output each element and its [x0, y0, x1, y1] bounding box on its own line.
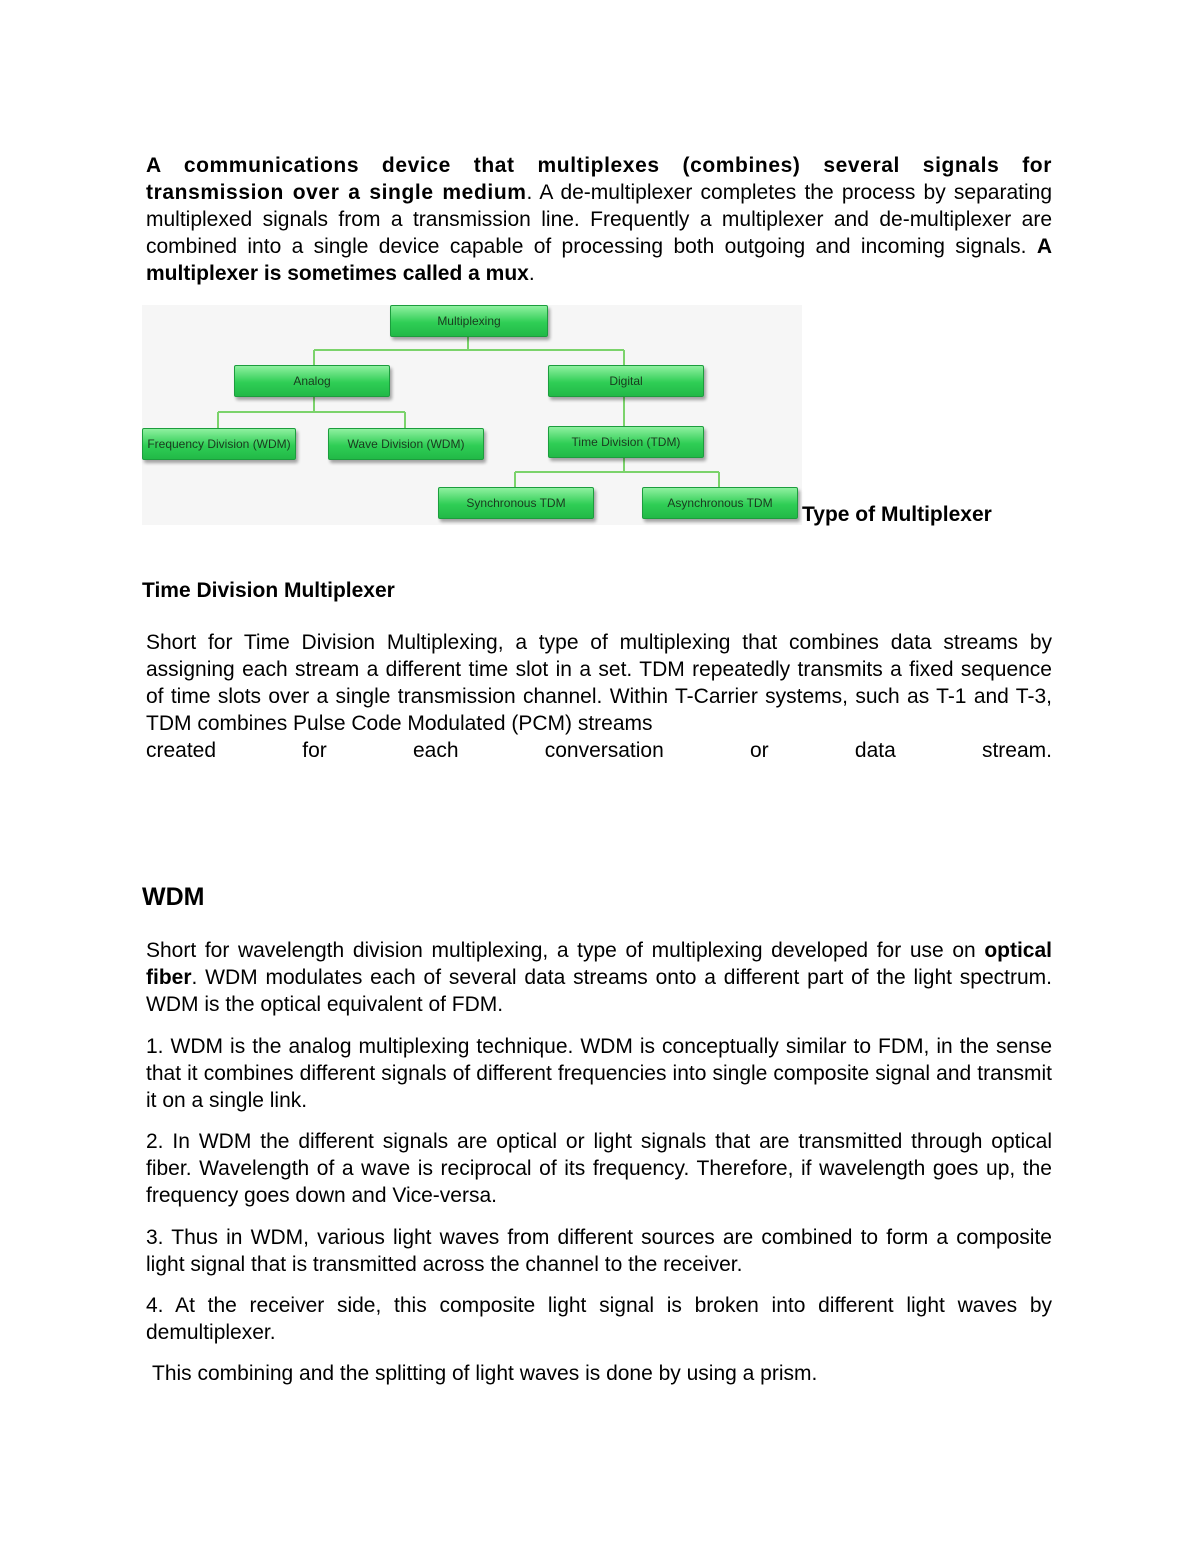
node-frequency-division: Frequency Division (WDM)	[142, 428, 296, 460]
tdm-heading: Time Division Multiplexer	[142, 579, 395, 602]
wdm-point-4: 4. At the receiver side, this composite light signal is broken into different light waves by demultiplexer.	[146, 1294, 1052, 1344]
intro-paragraph	[146, 152, 1052, 287]
tdm-body: Short for Time Division Multiplexing, a type of multiplexing that combines data streams by assigning each stream a different time slot in a set. TDM repeatedly transmits a fixed sequence of time slots over a single transmission channel. Within T-Carrier systems, such as T-1 and T-3, TDM combines Pulse Code Modulated (PCM) streams	[146, 631, 1052, 735]
wdm-closing: This combining and the splitting of light waves is done by using a prism.	[152, 1362, 818, 1385]
wdm-intro-b: . WDM modulates each of several data streams onto a different part of the light spectrum. WDM is the optical equivalent of FDM.	[146, 966, 1052, 1016]
intro-lead: A communications device that multiplexes (combines) several signals for transmission over a single medium	[146, 154, 1052, 204]
intro-end: .	[528, 262, 535, 285]
node-digital: Digital	[548, 365, 704, 397]
tdm-word: created	[146, 739, 217, 762]
node-wave-division: Wave Division (WDM)	[328, 428, 484, 460]
node-multiplexing: Multiplexing	[390, 305, 548, 337]
tdm-word: conversation	[544, 739, 664, 762]
wdm-intro-paragraph	[146, 937, 1052, 1018]
diagram-caption: Type of Multiplexer	[802, 503, 992, 526]
wdm-intro-a: Short for wavelength division multiplexing, a type of multiplexing developed for use on	[146, 939, 985, 962]
wdm-point-2: 2. In WDM the different signals are optical or light signals that are transmitted through optical fiber. Wavelength of a wave is reciprocal of its frequency. Therefore, if wavelength goes up, the frequency goes down and Vice-versa.	[146, 1130, 1052, 1207]
node-asynchronous-tdm: Asynchronous TDM	[642, 487, 798, 519]
tdm-word: each	[412, 739, 459, 762]
node-time-division: Time Division (TDM)	[548, 426, 704, 458]
intro-body: . A de-multiplexer completes the process by separating multiplexed signals from a transmission line. Frequently a multiplexer and de-multiplexer are combined into a single device capable of processing both outgoing and incoming signals.	[146, 181, 1052, 258]
tdm-word: data	[854, 739, 896, 762]
tdm-word: stream.	[981, 739, 1052, 762]
node-synchronous-tdm: Synchronous TDM	[438, 487, 594, 519]
wdm-point-1: 1. WDM is the analog multiplexing technique. WDM is conceptually similar to FDM, in the sense that it combines different signals of different frequencies into single composite signal and transmit it on a single link.	[146, 1035, 1052, 1112]
tdm-word: for	[302, 739, 327, 762]
tdm-last-line	[146, 737, 1052, 764]
wdm-point-3: 3. Thus in WDM, various light waves from different sources are combined to form a composite light signal that is transmitted across the channel to the receiver.	[146, 1226, 1052, 1276]
tdm-word: or	[750, 739, 769, 762]
wdm-heading: WDM	[142, 883, 205, 911]
node-analog: Analog	[234, 365, 390, 397]
multiplexer-types-diagram	[142, 305, 802, 525]
tdm-paragraph	[146, 629, 1052, 764]
intro-mux-bold: A multiplexer is sometimes called a mux	[146, 235, 1052, 285]
wdm-intro-bold: optical fiber	[146, 939, 1052, 989]
